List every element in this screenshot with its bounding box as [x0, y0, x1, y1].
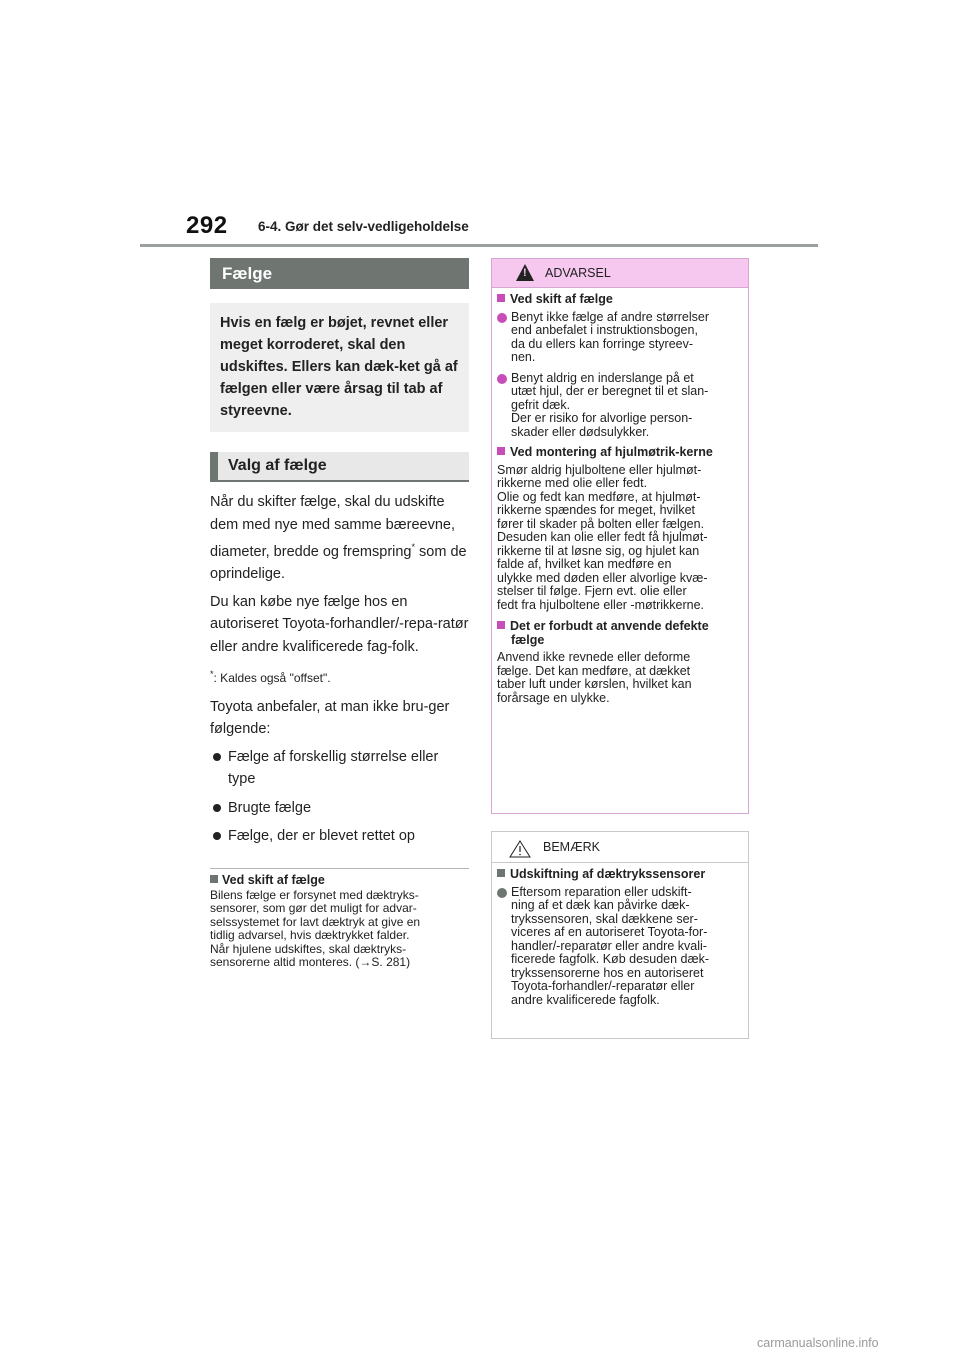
warning-sub3-text: Det er forbudt at anvende defekte fælge: [510, 619, 709, 647]
list-item: Fælge af forskellig størrelse eller type: [210, 746, 469, 791]
warning-box: [491, 258, 749, 814]
page-number: 292: [186, 212, 228, 239]
warning-item: Benyt aldrig en inderslange på et utæt hjul, der er beregnet til et slan- gefrit dæk. Der er risiko for alvorlige person- skader eller dødsulykker.: [497, 372, 743, 440]
subheading-valg-af-faelge: Valg af fælge: [210, 452, 469, 482]
warning-subheading: [497, 446, 743, 460]
notice-title: BEMÆRK: [543, 840, 600, 854]
notice-content: [492, 863, 748, 1007]
info-title: [210, 873, 469, 887]
notice-box: [491, 831, 749, 1039]
warning-item: Benyt ikke fælge af andre størrelser end anbefalet i instruktionsbogen, da du ellers kan forringe styreev- nen.: [497, 311, 743, 365]
footnote-mark: *: [210, 669, 214, 680]
warning-paragraph: Anvend ikke revnede eller deforme fælge. Det kan medføre, at dækket taber luft under kørslen, hvilket kan forårsage en ulykke.: [497, 650, 692, 705]
list-item: Brugte fælge: [210, 797, 469, 820]
para1-text-a: Når du skifter fælge, skal du udskifte dem med nye med samme bæreevne, diameter, bredde og fremspring: [210, 494, 455, 560]
warning-triangle-icon: [516, 264, 534, 281]
notice-item: Eftersom reparation eller udskift- ning af et dæk kan påvirke dæk- trykssensoren, skal dækkene ser- viceres af en autoriseret Toyota-for- handler/-reparatør eller andre kvali- ficerede fagfolk. Køb desuden dæk- trykssensorerne hos en autoriseret Toyota-forhandler/-reparatør eller andre kvalificerede fagfolk.: [497, 886, 743, 1008]
body-text: [210, 491, 469, 848]
warning-sub2-text: Ved montering af hjulmøtrik-kerne: [510, 445, 713, 459]
notice-sub1-text: Udskiftning af dæktrykssensorer: [510, 867, 706, 881]
warning-sub1-text: Ved skift af fælge: [510, 292, 613, 306]
notice-header: [492, 832, 748, 863]
info-divider: [210, 868, 469, 869]
important-notice: Hvis en fælg er bøjet, revnet eller meget korroderet, skal den udskiftes. Ellers kan dæk-ket gå af fælgen eller være årsag til tab af styreevne.: [210, 303, 469, 432]
paragraph-2: Du kan købe nye fælge hos en autoriseret Toyota-forhandler/-repa-ratør eller andre kvalificerede fag-folk.: [210, 593, 469, 655]
warning-subheading: [497, 620, 743, 647]
warning-header: [492, 259, 748, 288]
warning-title: ADVARSEL: [545, 266, 611, 280]
warning-subheading: [497, 293, 743, 307]
warning-paragraph: Smør aldrig hjulboltene eller hjulmøt- rikkerne med olie eller fedt. Olie og fedt kan medføre, at hjulmøt- rikkerne spændes for meget, hvilket fører til skader på bolten eller fælgen. Desuden kan olie eller fedt få hjulmøt- rikkerne til at løsne sig, og hjulet kan falde af, hvilket kan medføre en ulykke med døden eller alvorlige kvæ- stelser til følge. Fjern evt. olie eller fedt fra hjulboltene eller -møtrikkerne.: [497, 462, 708, 612]
square-bullet-icon: [210, 875, 218, 883]
watermark: carmanualsonline.info: [757, 1336, 879, 1350]
paragraph-1: [210, 491, 469, 586]
square-bullet-icon: [497, 621, 505, 629]
square-bullet-icon: [497, 447, 505, 455]
paragraph-3: Toyota anbefaler, at man ikke bru-ger følgende:: [210, 698, 450, 738]
footnote-marker: *: [411, 542, 416, 552]
left-column: [210, 258, 469, 970]
info-title-text: Ved skift af fælge: [222, 872, 325, 887]
section-title: 6-4. Gør det selv-vedligeholdelse: [258, 219, 469, 234]
para1-text-b: som de oprindelige.: [210, 543, 467, 583]
header-divider: [140, 244, 818, 247]
warning-content: [492, 288, 748, 705]
section-heading: Fælge: [210, 258, 469, 289]
caution-triangle-icon: [509, 840, 531, 858]
footnote: [210, 663, 469, 690]
info-body: Bilens fælge er forsynet med dæktryks- sensorer, som gør det muligt for advar- selssystemet for lavt dæktryk at give en tidlig advarsel, hvis dæktrykket falder. Når hjulene udskiftes, skal dæktryks- sensorerne altid monteres. (→S. 281): [210, 887, 421, 970]
square-bullet-icon: [497, 294, 505, 302]
footnote-text: : Kaldes også "offset".: [213, 671, 331, 686]
bullet-list: [210, 746, 469, 848]
list-item: Fælge, der er blevet rettet op: [210, 825, 469, 848]
square-bullet-icon: [497, 869, 505, 877]
notice-subheading: [497, 868, 743, 882]
